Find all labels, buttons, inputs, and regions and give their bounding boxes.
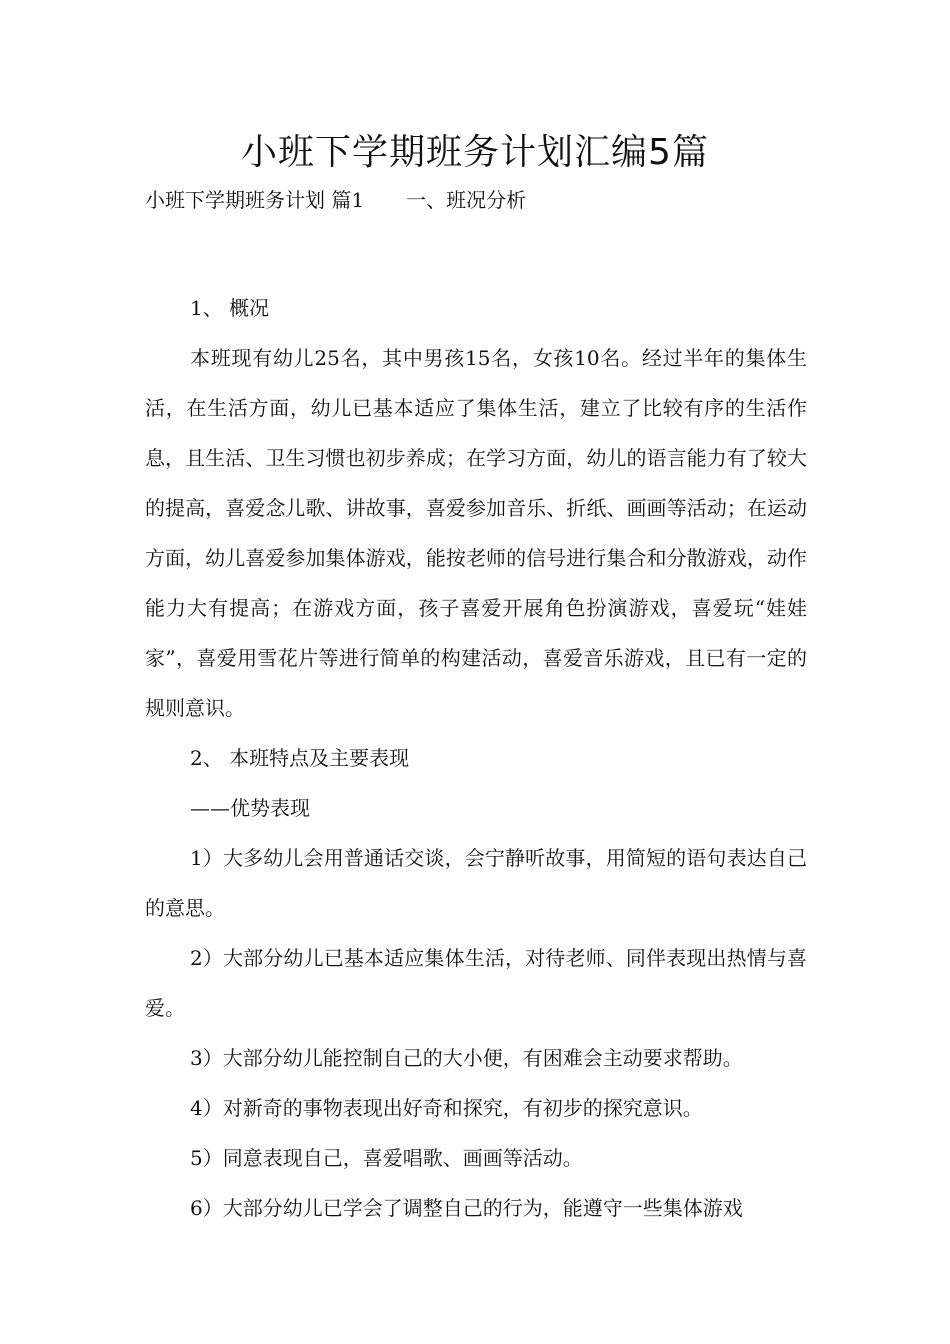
list-item: 4）对新奇的事物表现出好奇和探究，有初步的探究意识。 bbox=[190, 1096, 703, 1120]
list-item: 1）大多幼儿会用普通话交谈，会宁静听故事，用简短的语句表达自己的意思。 bbox=[145, 846, 807, 920]
section-heading-left: 小班下学期班务计划 篇1 bbox=[145, 188, 365, 212]
document-title: 小班下学期班务计划汇编5篇 bbox=[241, 132, 709, 173]
document-body bbox=[145, 283, 807, 1233]
list-item: 2）大部分幼儿已基本适应集体生活，对待老师、同伴表现出热情与喜爱。 bbox=[145, 946, 807, 1020]
paragraph-features-heading: 2、 本班特点及主要表现 bbox=[190, 746, 410, 770]
list-item: 3）大部分幼儿能控制自己的大小便，有困难会主动要求帮助。 bbox=[190, 1046, 743, 1070]
paragraph-overview: 本班现有幼儿25名，其中男孩15名，女孩10名。经过半年的集体生活，在生活方面，幼儿已基本适应了集体生活，建立了比较有序的生活作息，且生活、卫生习惯也初步养成；在学习方面，幼儿的语言能力有了较大的提高，喜爱念儿歌、讲故事，喜爱参加音乐、折纸、画画等活动；在运动方面，幼儿喜爱参加集体游戏，能按老师的信号进行集合和分散游戏，动作能力大有提高；在游戏方面，孩子喜爱开展角色扮演游戏，喜爱玩“娃娃家”，喜爱用雪花片等进行简单的构建活动，喜爱音乐游戏，且已有一定的规则意识。 bbox=[145, 346, 807, 720]
paragraph-overview-heading: 1、 概况 bbox=[190, 296, 270, 320]
paragraph-strengths-heading: ——优势表现 bbox=[190, 796, 310, 820]
list-item: 5）同意表现自己，喜爱唱歌、画画等活动。 bbox=[190, 1146, 583, 1170]
section-heading-right: 一、班况分析 bbox=[406, 188, 527, 212]
section-heading bbox=[145, 186, 526, 214]
list-item: 6）大部分幼儿已学会了调整自己的行为，能遵守一些集体游戏 bbox=[190, 1196, 743, 1220]
